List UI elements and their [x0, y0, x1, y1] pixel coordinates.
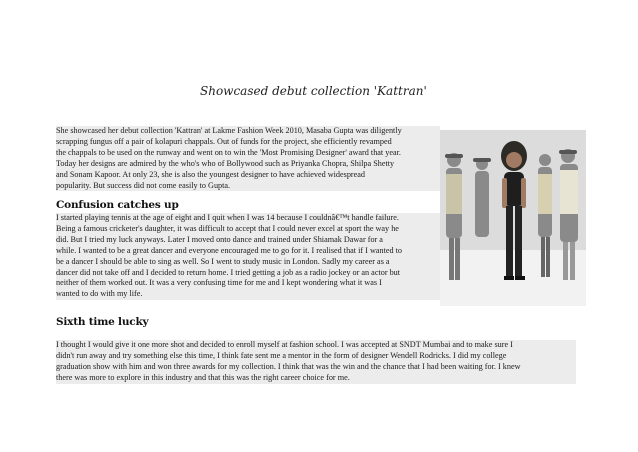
text-line: neither of them worked out. It was a very confusing time for me and I kept wondering what it was I [56, 278, 440, 289]
text-line: Today her designs are admired by the who's who of Bollywood such as Priyanka Chopra, Shilpa Shetty [56, 159, 440, 170]
text-line: graduation show with him and won three awards for my collection. I think that was the win and the chance that I had been waiting for. I knew [56, 362, 576, 373]
text-line: did. But I tried my luck anyways. Later I moved onto dance and trained under Shiamak Dawar for a [56, 235, 440, 246]
confusion-paragraph [56, 213, 440, 300]
section-heading: Sixth time lucky [56, 316, 149, 328]
page-title: Showcased debut collection 'Kattran' [200, 84, 427, 98]
intro-paragraph [56, 126, 440, 191]
text-line: dancer did not take off and I decided to return home. I tried getting a job as a radio jockey or an actor but [56, 268, 440, 279]
text-line: the chappals to be used on the runway and went on to win the 'Most Promising Designer' award that year. [56, 148, 440, 159]
text-line: Being a famous cricketer's daughter, it was difficult to accept that I could never excel at sport the way he [56, 224, 440, 235]
section-heading: Confusion catches up [56, 199, 179, 211]
text-line: popularity. But success did not come easily to Gupta. [56, 181, 440, 192]
sixth-time-paragraph [56, 340, 576, 384]
text-line: She showcased her debut collection 'Kattran' at Lakme Fashion Week 2010, Masaba Gupta was diligently [56, 126, 440, 137]
text-line: and Sonam Kapoor. At only 23, she is also the youngest designer to have achieved widespread [56, 170, 440, 181]
text-line: there was more to explore in this industry and that this was the right career choice for me. [56, 373, 576, 384]
text-line: I started playing tennis at the age of eight and I quit when I was 14 because I couldnâ€™t handle failure. [56, 213, 440, 224]
runway-photo [440, 130, 586, 306]
text-line: be a dancer I should be able to sing as well. So I went to study music in London. Sadly my career as a [56, 257, 440, 268]
text-line: I thought I would give it one more shot and decided to enroll myself at fashion school. I was accepted at SNDT Mumbai and to make sure I [56, 340, 576, 351]
text-line: wanted to do with my life. [56, 289, 440, 300]
text-line: while. I wanted to be a great dancer and everyone encouraged me to go for it. I realised that if I wanted to [56, 246, 440, 257]
text-line: scrapping fungus off a pair of kolapuri chappals. Out of funds for the project, she efficiently revamped [56, 137, 440, 148]
text-line: didn't run away and try something else this time, I think fate sent me a mentor in the form of designer Wendell Rodricks. I did my college [56, 351, 576, 362]
